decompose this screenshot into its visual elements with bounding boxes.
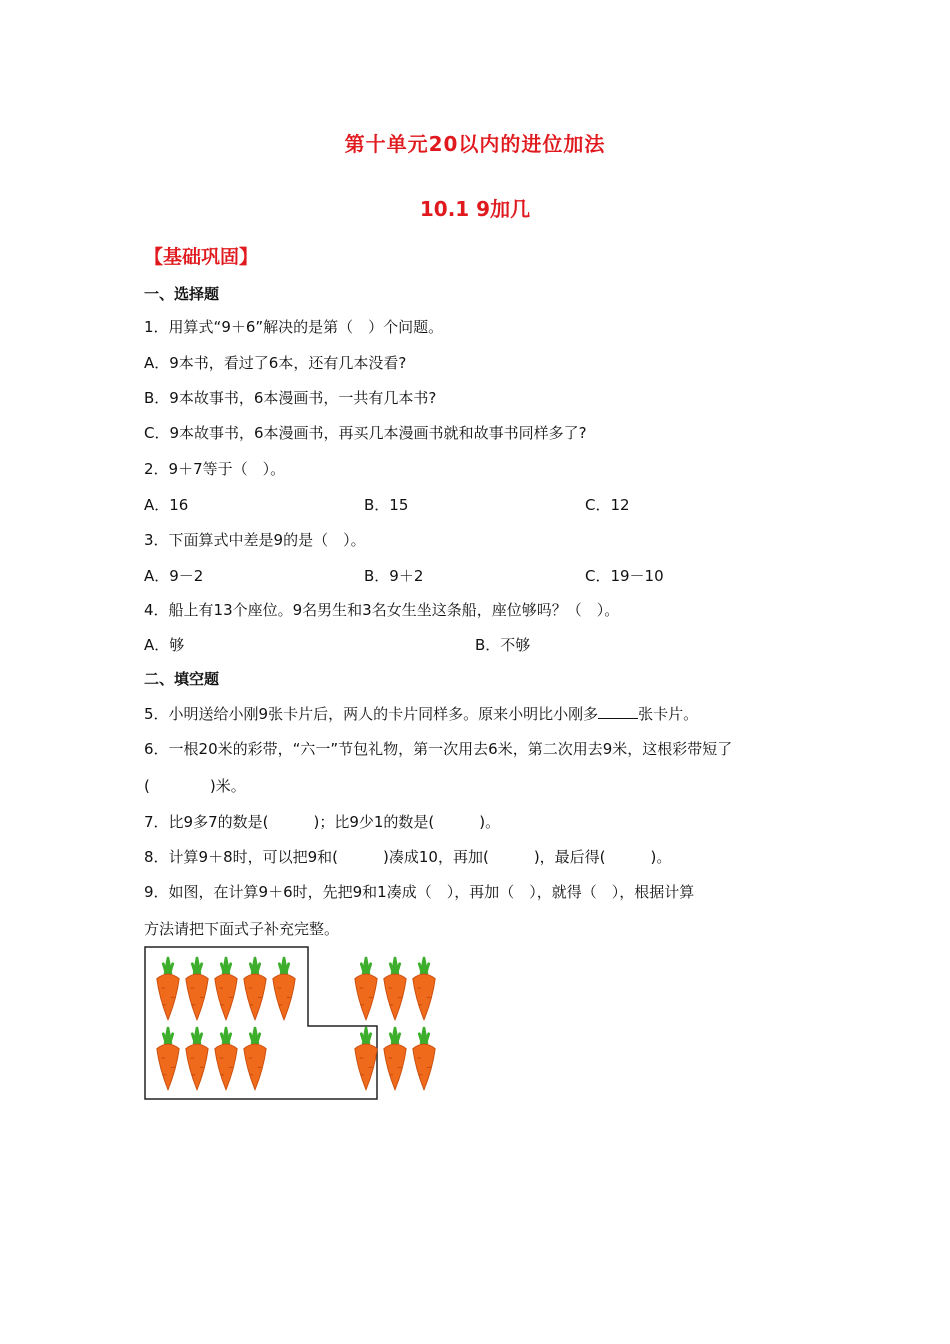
answer-blank[interactable] xyxy=(598,704,638,719)
carrot-icon xyxy=(384,958,406,1020)
carrot-icon xyxy=(244,1028,266,1090)
question-2-option-b: B．15 xyxy=(364,496,409,514)
carrot-icon xyxy=(215,1028,237,1090)
question-7: 7．比9多7的数是( )；比9少1的数是( )。 xyxy=(144,813,501,831)
carrot-icon xyxy=(273,958,295,1020)
carrot-icon xyxy=(355,1028,377,1090)
carrot-icon xyxy=(413,1028,435,1090)
carrot-icon xyxy=(384,1028,406,1090)
question-4-option-a: A．够 xyxy=(144,636,185,654)
question-2-option-c: C．12 xyxy=(585,496,630,514)
section-heading-choice: 一、选择题 xyxy=(144,285,220,303)
question-5-text-end: 张卡片。 xyxy=(638,705,699,723)
section-tag: 【基础巩固】 xyxy=(144,246,259,268)
question-3-option-b: B．9＋2 xyxy=(364,567,424,585)
question-6-line-2: ( )米。 xyxy=(144,777,246,795)
carrot-icon xyxy=(413,958,435,1020)
page-title: 第十单元20以内的进位加法 xyxy=(344,132,606,156)
question-9-line-2: 方法请把下面式子补充完整。 xyxy=(144,920,340,938)
question-6-line-1: 6．一根20米的彩带，“六一”节包礼物，第一次用去6米，第二次用去9米，这根彩带短了 xyxy=(144,740,733,758)
question-8: 8．计算9＋8时，可以把9和( )凑成10，再加( )，最后得( )。 xyxy=(144,848,672,866)
carrot-icon xyxy=(244,958,266,1020)
carrot-figure xyxy=(144,946,444,1102)
question-3-option-a: A．9－2 xyxy=(144,567,204,585)
question-9-line-1: 9．如图，在计算9＋6时，先把9和1凑成（ ），再加（ ），就得（ ），根据计算 xyxy=(144,883,695,901)
carrot-icon xyxy=(215,958,237,1020)
carrot-icon xyxy=(355,958,377,1020)
lesson-title: 10.1 9加几 xyxy=(419,197,531,221)
question-2-option-a: A．16 xyxy=(144,496,189,514)
question-1-stem: 1．用算式“9＋6”解决的是第（ ）个问题。 xyxy=(144,318,444,336)
section-heading-fill: 二、填空题 xyxy=(144,670,220,688)
carrot-icon xyxy=(157,1028,179,1090)
question-1-option-c: C．9本故事书，6本漫画书，再买几本漫画书就和故事书同样多了? xyxy=(144,424,587,442)
carrot-icon xyxy=(186,1028,208,1090)
carrot-icon xyxy=(186,958,208,1020)
question-4-option-b: B．不够 xyxy=(475,636,531,654)
question-1-option-a: A．9本书，看过了6本，还有几本没看? xyxy=(144,354,407,372)
question-5 xyxy=(144,703,698,724)
question-5-text-start: 5．小明送给小刚9张卡片后，两人的卡片同样多。原来小明比小刚多 xyxy=(144,705,599,723)
question-2-stem: 2．9＋7等于（ ）。 xyxy=(144,460,286,478)
carrot-icon xyxy=(157,958,179,1020)
question-3-stem: 3．下面算式中差是9的是（ ）。 xyxy=(144,531,366,549)
grouping-outline xyxy=(145,947,377,1099)
question-1-option-b: B．9本故事书，6本漫画书，一共有几本书? xyxy=(144,389,437,407)
question-4-stem: 4．船上有13个座位。9名男生和3名女生坐这条船，座位够吗？（ ）。 xyxy=(144,601,620,619)
question-3-option-c: C．19－10 xyxy=(585,567,664,585)
